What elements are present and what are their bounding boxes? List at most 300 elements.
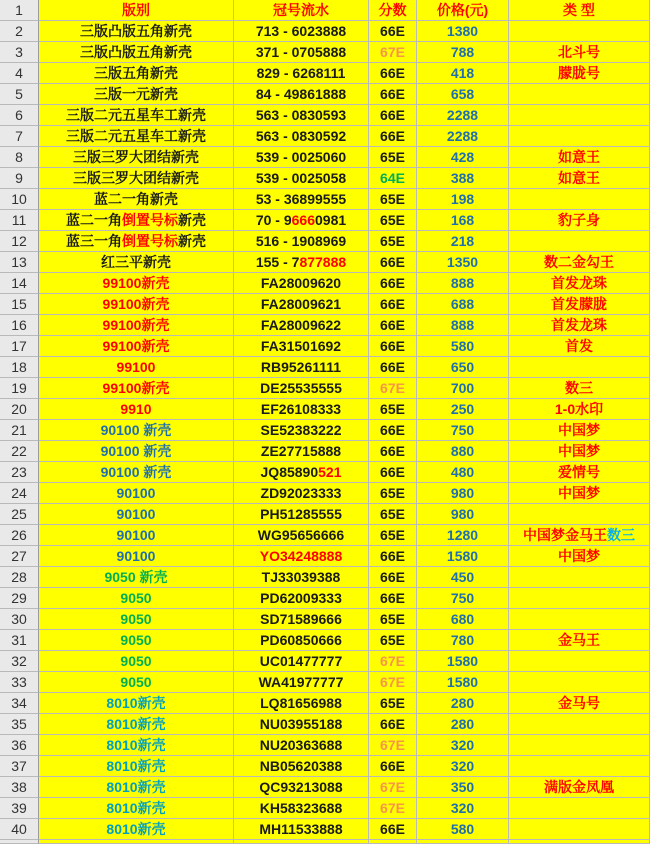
cell-partial <box>369 840 417 844</box>
cell-score[interactable] <box>369 42 417 63</box>
cell-price[interactable] <box>417 294 509 315</box>
cell-score[interactable] <box>369 63 417 84</box>
column-header-price[interactable] <box>417 0 509 21</box>
cell-serial[interactable] <box>234 168 369 189</box>
cell-score[interactable] <box>369 756 417 777</box>
cell-serial[interactable] <box>234 609 369 630</box>
cell-score[interactable] <box>369 525 417 546</box>
row-number[interactable]: 34 <box>0 693 39 714</box>
cell-price[interactable] <box>417 357 509 378</box>
table-row <box>0 147 650 168</box>
cell-edition[interactable] <box>39 651 234 672</box>
cell-type[interactable] <box>509 735 650 756</box>
row-number[interactable]: 25 <box>0 504 39 525</box>
table-row <box>0 210 650 231</box>
cell-type[interactable] <box>509 483 650 504</box>
cell-text: 9050 <box>120 590 152 606</box>
cell-score[interactable] <box>369 588 417 609</box>
cell-edition[interactable] <box>39 84 234 105</box>
cell-text: 66E <box>380 254 405 270</box>
row-number[interactable]: 13 <box>0 252 39 273</box>
cell-edition[interactable] <box>39 609 234 630</box>
row-number[interactable]: 32 <box>0 651 39 672</box>
row-number[interactable]: 26 <box>0 525 39 546</box>
cell-text: RB95261111 <box>260 359 342 375</box>
cell-type[interactable] <box>509 588 650 609</box>
cell-edition[interactable] <box>39 42 234 63</box>
cell-price[interactable] <box>417 609 509 630</box>
cell-text: 65E <box>380 212 405 228</box>
cell-score[interactable] <box>369 609 417 630</box>
cell-serial[interactable] <box>234 21 369 42</box>
cell-price[interactable] <box>417 84 509 105</box>
cell-edition[interactable] <box>39 252 234 273</box>
cell-score[interactable] <box>369 21 417 42</box>
row-number[interactable]: 11 <box>0 210 39 231</box>
cell-edition[interactable] <box>39 525 234 546</box>
cell-price[interactable] <box>417 462 509 483</box>
cell-serial[interactable] <box>234 483 369 504</box>
cell-serial[interactable] <box>234 126 369 147</box>
cell-edition[interactable] <box>39 378 234 399</box>
cell-score[interactable] <box>369 105 417 126</box>
cell-score[interactable] <box>369 84 417 105</box>
row-number[interactable]: 21 <box>0 420 39 441</box>
cell-edition[interactable] <box>39 105 234 126</box>
cell-serial[interactable] <box>234 756 369 777</box>
cell-price[interactable] <box>417 378 509 399</box>
cell-price[interactable] <box>417 147 509 168</box>
cell-text: 388 <box>450 170 475 186</box>
cell-partial <box>417 840 509 844</box>
cell-edition[interactable] <box>39 210 234 231</box>
column-header-score[interactable] <box>369 0 417 21</box>
cell-text: 877888 <box>299 254 347 270</box>
row-number[interactable]: 4 <box>0 63 39 84</box>
cell-score[interactable] <box>369 315 417 336</box>
cell-text: 350 <box>450 779 475 795</box>
cell-price[interactable] <box>417 189 509 210</box>
cell-serial[interactable] <box>234 504 369 525</box>
cell-serial[interactable] <box>234 231 369 252</box>
cell-price[interactable] <box>417 63 509 84</box>
cell-text: 67E <box>380 737 405 753</box>
cell-score[interactable] <box>369 693 417 714</box>
cell-price[interactable] <box>417 252 509 273</box>
row-number[interactable]: 16 <box>0 315 39 336</box>
row-number[interactable]: 18 <box>0 357 39 378</box>
cell-score[interactable] <box>369 252 417 273</box>
cell-serial[interactable] <box>234 630 369 651</box>
cell-price[interactable] <box>417 546 509 567</box>
cell-type[interactable] <box>509 315 650 336</box>
row-number[interactable]: 39 <box>0 798 39 819</box>
cell-type[interactable] <box>509 63 650 84</box>
cell-partial <box>0 840 39 844</box>
cell-text: 65E <box>380 695 405 711</box>
cell-type[interactable] <box>509 693 650 714</box>
cell-price[interactable] <box>417 126 509 147</box>
cell-serial[interactable] <box>234 525 369 546</box>
cell-serial[interactable] <box>234 294 369 315</box>
row-number[interactable]: 5 <box>0 84 39 105</box>
cell-serial[interactable] <box>234 63 369 84</box>
row-number[interactable]: 1 <box>0 0 39 21</box>
cell-score[interactable] <box>369 567 417 588</box>
cell-serial[interactable] <box>234 399 369 420</box>
cell-edition[interactable] <box>39 357 234 378</box>
row-number[interactable]: 3 <box>0 42 39 63</box>
cell-text: 新壳 <box>178 212 206 228</box>
cell-text: NB05620388 <box>259 758 343 774</box>
cell-score[interactable] <box>369 294 417 315</box>
cell-price[interactable] <box>417 525 509 546</box>
cell-text: 418 <box>450 65 475 81</box>
cell-edition[interactable] <box>39 294 234 315</box>
cell-serial[interactable] <box>234 693 369 714</box>
row-number[interactable]: 28 <box>0 567 39 588</box>
row-number[interactable]: 27 <box>0 546 39 567</box>
row-number[interactable]: 31 <box>0 630 39 651</box>
cell-text: 爱情号 <box>558 464 600 480</box>
cell-edition[interactable] <box>39 399 234 420</box>
cell-type[interactable] <box>509 546 650 567</box>
cell-score[interactable] <box>369 126 417 147</box>
cell-type[interactable] <box>509 819 650 840</box>
cell-text: 700 <box>450 380 475 396</box>
cell-text: TJ33039388 <box>261 569 341 585</box>
cell-text: 9050 <box>120 611 152 627</box>
cell-edition[interactable] <box>39 420 234 441</box>
table-row <box>0 756 650 777</box>
cell-text: 分数 <box>378 2 407 18</box>
cell-edition[interactable] <box>39 777 234 798</box>
table-row <box>0 63 650 84</box>
cell-text: 66E <box>380 128 405 144</box>
cell-text: NU03955188 <box>259 716 343 732</box>
cell-partial <box>234 840 369 844</box>
cell-price[interactable] <box>417 42 509 63</box>
cell-type[interactable] <box>509 105 650 126</box>
cell-serial[interactable] <box>234 336 369 357</box>
cell-edition[interactable] <box>39 483 234 504</box>
cell-serial[interactable] <box>234 798 369 819</box>
cell-edition[interactable] <box>39 273 234 294</box>
cell-serial[interactable] <box>234 42 369 63</box>
cell-price[interactable] <box>417 588 509 609</box>
row-number[interactable]: 20 <box>0 399 39 420</box>
table-row <box>0 672 650 693</box>
cell-price[interactable] <box>417 735 509 756</box>
cell-text: 三版凸版五角新壳 <box>80 23 192 39</box>
cell-price[interactable] <box>417 168 509 189</box>
cell-price[interactable] <box>417 651 509 672</box>
cell-serial[interactable] <box>234 588 369 609</box>
cell-price[interactable] <box>417 714 509 735</box>
cell-edition[interactable] <box>39 336 234 357</box>
cell-type[interactable] <box>509 378 650 399</box>
column-header-serial[interactable] <box>234 0 369 21</box>
cell-type[interactable] <box>509 273 650 294</box>
cell-text: 9910 <box>120 401 152 417</box>
cell-text: 66E <box>380 338 405 354</box>
cell-price[interactable] <box>417 273 509 294</box>
cell-price[interactable] <box>417 21 509 42</box>
cell-type[interactable] <box>509 126 650 147</box>
cell-edition[interactable] <box>39 672 234 693</box>
cell-serial[interactable] <box>234 147 369 168</box>
cell-edition[interactable] <box>39 819 234 840</box>
cell-type[interactable] <box>509 609 650 630</box>
cell-type[interactable] <box>509 168 650 189</box>
cell-score[interactable] <box>369 210 417 231</box>
cell-serial[interactable] <box>234 462 369 483</box>
cell-text: 66E <box>380 275 405 291</box>
cell-edition[interactable] <box>39 567 234 588</box>
cell-edition[interactable] <box>39 756 234 777</box>
cell-score[interactable] <box>369 714 417 735</box>
cell-text: 218 <box>450 233 475 249</box>
cell-serial[interactable] <box>234 357 369 378</box>
row-number[interactable]: 40 <box>0 819 39 840</box>
cell-type[interactable] <box>509 798 650 819</box>
cell-type[interactable] <box>509 756 650 777</box>
cell-score[interactable] <box>369 798 417 819</box>
cell-type[interactable] <box>509 147 650 168</box>
cell-type[interactable] <box>509 399 650 420</box>
cell-edition[interactable] <box>39 630 234 651</box>
cell-score[interactable] <box>369 735 417 756</box>
cell-serial[interactable] <box>234 735 369 756</box>
cell-text: 880 <box>450 443 475 459</box>
row-number[interactable]: 12 <box>0 231 39 252</box>
cell-price[interactable] <box>417 420 509 441</box>
cell-text: 66E <box>380 821 405 837</box>
cell-price[interactable] <box>417 210 509 231</box>
cell-type[interactable] <box>509 231 650 252</box>
table-row <box>0 714 650 735</box>
cell-score[interactable] <box>369 399 417 420</box>
row-number[interactable]: 35 <box>0 714 39 735</box>
cell-type[interactable] <box>509 252 650 273</box>
cell-type[interactable] <box>509 420 650 441</box>
cell-edition[interactable] <box>39 315 234 336</box>
cell-serial[interactable] <box>234 651 369 672</box>
row-number[interactable]: 2 <box>0 21 39 42</box>
cell-type[interactable] <box>509 21 650 42</box>
cell-type[interactable] <box>509 504 650 525</box>
cell-price[interactable] <box>417 630 509 651</box>
cell-score[interactable] <box>369 168 417 189</box>
cell-text: 金马王 <box>558 632 600 648</box>
cell-price[interactable] <box>417 567 509 588</box>
cell-edition[interactable] <box>39 504 234 525</box>
cell-text: 价格(元) <box>436 2 489 18</box>
cell-text: 8010新壳 <box>106 758 166 774</box>
row-number[interactable]: 33 <box>0 672 39 693</box>
cell-type[interactable] <box>509 357 650 378</box>
cell-serial[interactable] <box>234 189 369 210</box>
cell-type[interactable] <box>509 294 650 315</box>
cell-edition[interactable] <box>39 21 234 42</box>
row-number[interactable]: 23 <box>0 462 39 483</box>
cell-serial[interactable] <box>234 441 369 462</box>
cell-score[interactable] <box>369 378 417 399</box>
cell-text: 蓝二一角新壳 <box>94 191 178 207</box>
cell-score[interactable] <box>369 672 417 693</box>
cell-price[interactable] <box>417 672 509 693</box>
cell-type[interactable] <box>509 336 650 357</box>
cell-type[interactable] <box>509 42 650 63</box>
cell-edition[interactable] <box>39 147 234 168</box>
cell-edition[interactable] <box>39 189 234 210</box>
row-number[interactable]: 30 <box>0 609 39 630</box>
cell-text: 倒置号标 <box>122 233 178 249</box>
cell-score[interactable] <box>369 336 417 357</box>
row-number[interactable]: 17 <box>0 336 39 357</box>
row-number[interactable]: 14 <box>0 273 39 294</box>
cell-serial[interactable] <box>234 777 369 798</box>
cell-score[interactable] <box>369 819 417 840</box>
cell-serial[interactable] <box>234 252 369 273</box>
cell-price[interactable] <box>417 231 509 252</box>
cell-text: 北斗号 <box>558 44 600 60</box>
cell-serial[interactable] <box>234 273 369 294</box>
cell-text: 9050 新壳 <box>104 569 168 585</box>
cell-price[interactable] <box>417 336 509 357</box>
cell-score[interactable] <box>369 231 417 252</box>
cell-price[interactable] <box>417 819 509 840</box>
column-header-edition[interactable] <box>39 0 234 21</box>
cell-price[interactable] <box>417 504 509 525</box>
cell-text: 90100 新壳 <box>100 464 172 480</box>
row-number[interactable]: 15 <box>0 294 39 315</box>
cell-type[interactable] <box>509 630 650 651</box>
column-header-type[interactable] <box>509 0 650 21</box>
cell-edition[interactable] <box>39 735 234 756</box>
cell-type[interactable] <box>509 672 650 693</box>
table-row <box>0 735 650 756</box>
table-row <box>0 798 650 819</box>
cell-price[interactable] <box>417 315 509 336</box>
cell-price[interactable] <box>417 483 509 504</box>
cell-text: 688 <box>450 296 475 312</box>
cell-type[interactable] <box>509 651 650 672</box>
cell-serial[interactable] <box>234 714 369 735</box>
row-number[interactable]: 6 <box>0 105 39 126</box>
cell-score[interactable] <box>369 420 417 441</box>
cell-serial[interactable] <box>234 315 369 336</box>
cell-price[interactable] <box>417 693 509 714</box>
cell-serial[interactable] <box>234 210 369 231</box>
cell-edition[interactable] <box>39 231 234 252</box>
cell-score[interactable] <box>369 462 417 483</box>
cell-edition[interactable] <box>39 588 234 609</box>
cell-serial[interactable] <box>234 420 369 441</box>
cell-score[interactable] <box>369 441 417 462</box>
cell-serial[interactable] <box>234 672 369 693</box>
row-number[interactable]: 29 <box>0 588 39 609</box>
cell-edition[interactable] <box>39 546 234 567</box>
row-number[interactable]: 10 <box>0 189 39 210</box>
cell-text: 66E <box>380 359 405 375</box>
cell-score[interactable] <box>369 777 417 798</box>
cell-score[interactable] <box>369 189 417 210</box>
cell-score[interactable] <box>369 147 417 168</box>
cell-type[interactable] <box>509 525 650 546</box>
cell-score[interactable] <box>369 483 417 504</box>
cell-serial[interactable] <box>234 378 369 399</box>
cell-serial[interactable] <box>234 546 369 567</box>
cell-type[interactable] <box>509 567 650 588</box>
row-number[interactable]: 22 <box>0 441 39 462</box>
row-number[interactable]: 36 <box>0 735 39 756</box>
cell-score[interactable] <box>369 630 417 651</box>
cell-price[interactable] <box>417 105 509 126</box>
cell-edition[interactable] <box>39 693 234 714</box>
cell-text: 8010新壳 <box>106 800 166 816</box>
cell-text: 90100 <box>116 506 156 522</box>
cell-text: 8010新壳 <box>106 695 166 711</box>
cell-text: 65E <box>380 401 405 417</box>
row-number[interactable]: 9 <box>0 168 39 189</box>
cell-text: JQ85890 <box>260 464 319 480</box>
cell-score[interactable] <box>369 651 417 672</box>
cell-serial[interactable] <box>234 105 369 126</box>
row-number[interactable]: 7 <box>0 126 39 147</box>
cell-price[interactable] <box>417 399 509 420</box>
cell-price[interactable] <box>417 777 509 798</box>
cell-score[interactable] <box>369 273 417 294</box>
cell-serial[interactable] <box>234 84 369 105</box>
cell-price[interactable] <box>417 798 509 819</box>
row-number[interactable]: 19 <box>0 378 39 399</box>
cell-score[interactable] <box>369 546 417 567</box>
cell-score[interactable] <box>369 357 417 378</box>
cell-type[interactable] <box>509 84 650 105</box>
cell-edition[interactable] <box>39 714 234 735</box>
cell-text: 66E <box>380 65 405 81</box>
cell-price[interactable] <box>417 756 509 777</box>
row-number[interactable]: 24 <box>0 483 39 504</box>
cell-serial[interactable] <box>234 819 369 840</box>
cell-score[interactable] <box>369 504 417 525</box>
cell-type[interactable] <box>509 462 650 483</box>
cell-edition[interactable] <box>39 441 234 462</box>
cell-edition[interactable] <box>39 168 234 189</box>
row-number[interactable]: 37 <box>0 756 39 777</box>
row-number[interactable]: 38 <box>0 777 39 798</box>
cell-price[interactable] <box>417 441 509 462</box>
row-number[interactable]: 8 <box>0 147 39 168</box>
cell-serial[interactable] <box>234 567 369 588</box>
cell-type[interactable] <box>509 210 650 231</box>
cell-edition[interactable] <box>39 462 234 483</box>
cell-text: 65E <box>380 611 405 627</box>
cell-text: 680 <box>450 611 475 627</box>
cell-edition[interactable] <box>39 126 234 147</box>
cell-text: 829 - 6268111 <box>256 65 346 81</box>
cell-text: 155 - 7 <box>255 254 300 270</box>
cell-edition[interactable] <box>39 63 234 84</box>
cell-type[interactable] <box>509 441 650 462</box>
cell-type[interactable] <box>509 189 650 210</box>
cell-edition[interactable] <box>39 798 234 819</box>
cell-type[interactable] <box>509 777 650 798</box>
cell-type[interactable] <box>509 714 650 735</box>
table-row <box>0 777 650 798</box>
cell-text: 中国梦 <box>558 422 600 438</box>
